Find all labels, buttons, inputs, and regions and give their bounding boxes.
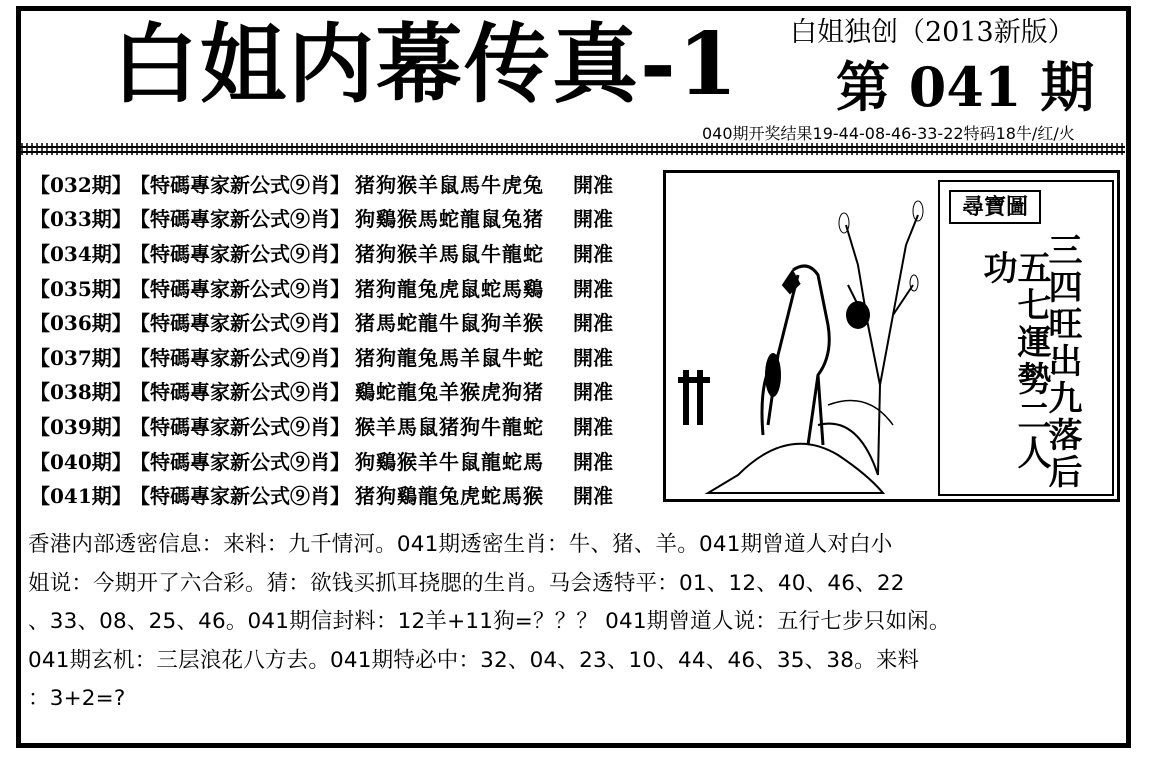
issue-number: 第 041 期 [836, 55, 1095, 119]
zodiac-list: 猪狗猴羊鼠馬牛虎兔 [355, 172, 544, 197]
list-item [30, 339, 613, 374]
zodiac-list: 猪狗龍兔虎鼠蛇馬鷄 [355, 276, 544, 301]
period-label: 【033期】 [30, 207, 132, 232]
previous-result: 040期开奖结果19-44-08-46-33-22特码18牛/红/火 [702, 124, 1075, 143]
list-item [30, 235, 613, 270]
period-label: 【032期】 [30, 172, 132, 197]
formula-label: 【特碼專家新公式⑨肖】 [130, 380, 350, 405]
info-line: 香港内部透密信息：来料：九千情河。041期透密生肖：牛、猪、羊。041期曾道人对白小 [28, 532, 893, 557]
formula-label: 【特碼專家新公式⑨肖】 [130, 241, 350, 266]
result-tag: 開准 [573, 345, 613, 370]
zodiac-list: 猪狗龍兔馬羊鼠牛蛇 [355, 345, 544, 370]
period-label: 【039期】 [30, 414, 132, 439]
formula-label: 【特碼專家新公式⑨肖】 [130, 276, 350, 301]
horse-illustration [668, 175, 936, 495]
result-tag: 開准 [573, 414, 613, 439]
edition-label: 白姐独创（2013新版） [790, 17, 1075, 48]
poem-box [938, 180, 1114, 496]
zodiac-list: 狗鷄猴羊牛鼠龍蛇馬 [355, 449, 544, 474]
period-label: 【040期】 [30, 449, 132, 474]
insider-info-text [28, 526, 1108, 719]
info-line: 姐说：今期开了六合彩。猜：欲钱买抓耳挠腮的生肖。马会透特平：01、12、40、46、22 [28, 570, 905, 596]
period-label: 【034期】 [30, 241, 132, 266]
period-label: 【038期】 [30, 380, 132, 405]
info-line: 、33、08、25、46。041期信封料：12羊+11狗=？？？ 041期曾道人说：五行七步只如闲。 [28, 609, 951, 634]
result-tag: 開准 [573, 207, 613, 232]
list-item [30, 477, 613, 512]
result-tag: 開准 [573, 276, 613, 301]
result-tag: 開准 [573, 172, 613, 197]
result-tag: 開准 [573, 484, 613, 509]
zodiac-list: 狗鷄猴馬蛇龍鼠兔猪 [355, 207, 544, 232]
period-label: 【037期】 [30, 345, 132, 370]
result-tag: 開准 [573, 449, 613, 474]
period-label: 【036期】 [30, 311, 132, 336]
zodiac-list: 猪狗鷄龍兔虎蛇馬猴 [355, 484, 544, 509]
formula-label: 【特碼專家新公式⑨肖】 [130, 172, 350, 197]
formula-label: 【特碼專家新公式⑨肖】 [130, 345, 350, 370]
list-item [30, 270, 613, 305]
list-item [30, 408, 613, 443]
formula-label: 【特碼專家新公式⑨肖】 [130, 484, 350, 509]
list-item [30, 201, 613, 236]
info-line: ：3+2=? [28, 686, 126, 711]
list-item [30, 166, 613, 201]
formula-label: 【特碼專家新公式⑨肖】 [130, 414, 350, 439]
zodiac-list: 猪狗猴羊馬鼠牛龍蛇 [355, 241, 544, 266]
result-tag: 開准 [573, 241, 613, 266]
info-line: 041期玄机：三层浪花八方去。041期特必中：32、04、23、10、44、46、35、38。来料 [28, 647, 920, 673]
formula-label: 【特碼專家新公式⑨肖】 [130, 311, 350, 336]
treasure-map-panel [663, 170, 1120, 502]
poem-line-right: 三四旺出九落后 [1042, 232, 1082, 491]
fence-divider [20, 142, 1125, 156]
period-label: 【035期】 [30, 276, 132, 301]
list-item [30, 443, 613, 478]
formula-label: 【特碼專家新公式⑨肖】 [130, 449, 350, 474]
poem-line-left: 五七運勢二人功 [977, 250, 1051, 472]
result-tag: 開准 [573, 380, 613, 405]
prediction-list [30, 166, 613, 512]
main-title: 白姐内幕传真-1 [112, 14, 740, 115]
zodiac-list: 鷄蛇龍兔羊猴虎狗猪 [355, 380, 544, 405]
formula-label: 【特碼專家新公式⑨肖】 [130, 207, 350, 232]
period-label: 【041期】 [30, 484, 132, 509]
result-tag: 開准 [573, 311, 613, 336]
list-item [30, 304, 613, 339]
zodiac-list: 猴羊馬鼠猪狗牛龍蛇 [355, 414, 544, 439]
poem-title: 尋寶圖 [949, 190, 1041, 224]
zodiac-list: 猪馬蛇龍牛鼠狗羊猴 [355, 311, 544, 336]
list-item [30, 374, 613, 409]
